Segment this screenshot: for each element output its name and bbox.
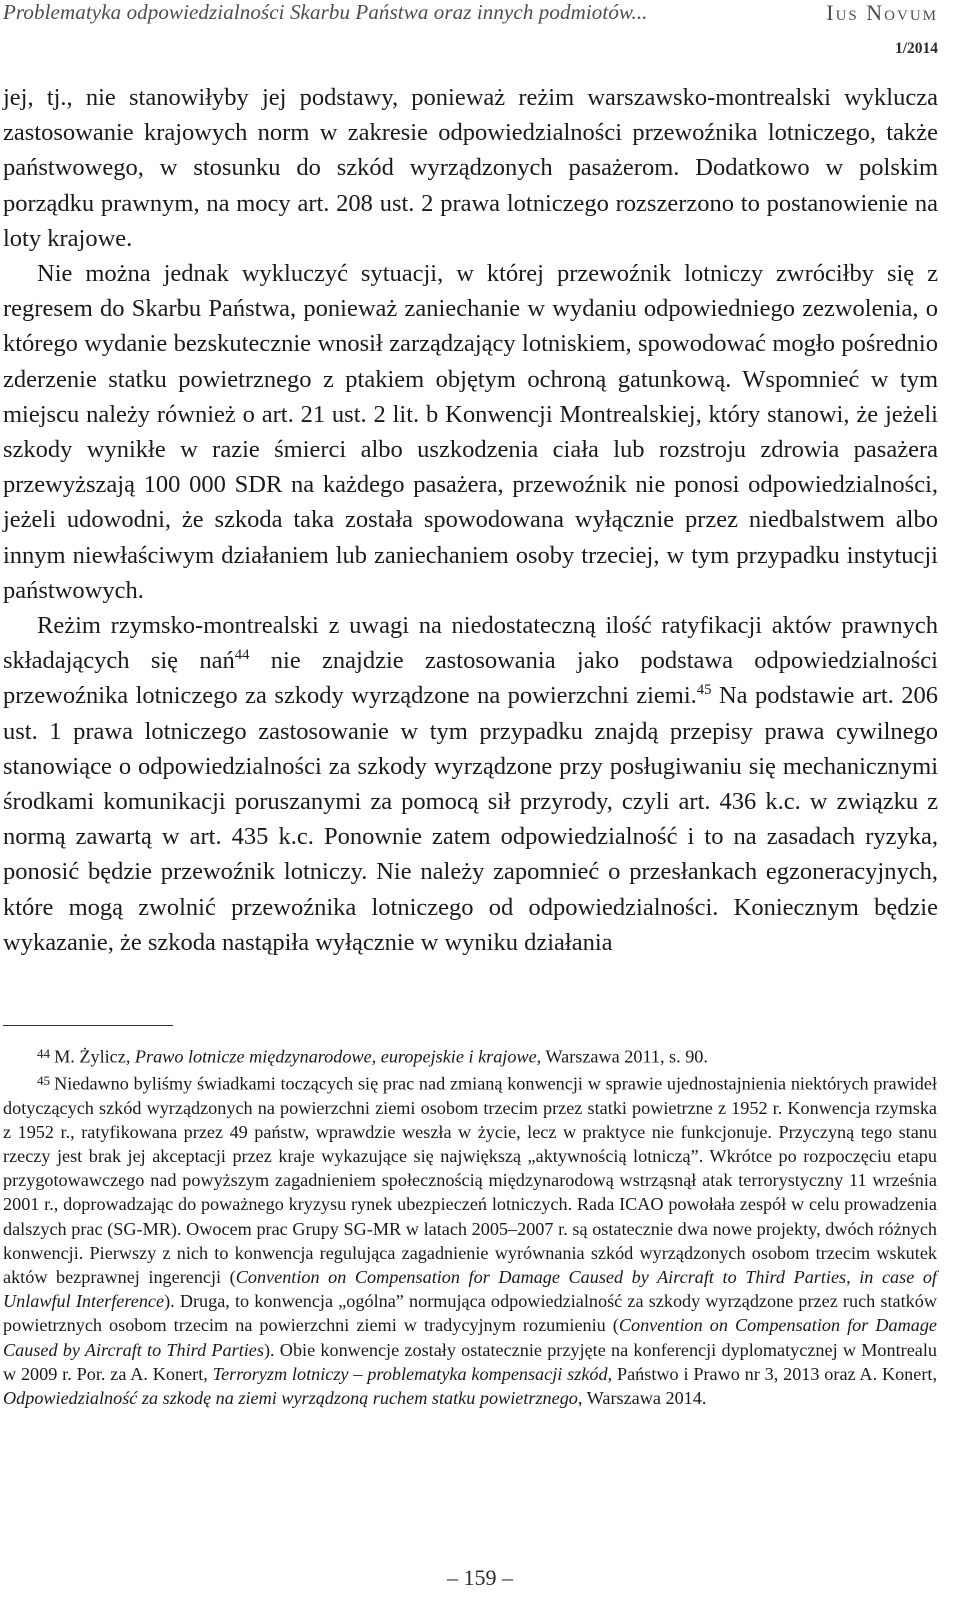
cited-title: Convention on Compensation for Damage Caused by Aircraft to Third Parties bbox=[3, 1315, 937, 1360]
footnote-text: Państwo i Prawo nr 3, 2013 oraz A. Konert, bbox=[612, 1363, 938, 1384]
paragraph-3-part-a: Reżim rzymsko-montrealski z uwagi na niedostateczną ilość ratyfikacji aktów prawnych składających się nań bbox=[3, 612, 938, 675]
paragraph-3 bbox=[3, 608, 938, 960]
footnote-ref-44[interactable]: 44 bbox=[234, 647, 250, 664]
paragraph-1: jej, tj., nie stanowiłyby jej podstawy, ponieważ reżim warszawsko-montrealski wyklucza zastosowanie krajowych norm w zakresie odpowiedzialności przewoźnika lotniczego, także państwowego, w stosunku do szkód wyrządzonych pasażerom. Dodatkowo w polskim porządku prawnym, na mocy art. 208 ust. 2 prawa lotniczego rozszerzono to postanowienie na loty krajowe. bbox=[3, 84, 938, 252]
cited-title: Odpowiedzialność za szkodę na ziemi wyrządzoną ruchem statku powietrznego bbox=[3, 1388, 578, 1408]
footnote-text: ). Druga, to konwencja „ogólna” normująca odpowiedzialność za szkody wyrządzone przez ruch statków powietrznych osobom trzecim na powierzchni ziemi w tradycyjnym rozumieniu ( bbox=[3, 1291, 937, 1336]
footnote-number: 44 bbox=[37, 1046, 51, 1061]
journal-name: Ius Novum bbox=[826, 0, 938, 25]
footnote-45 bbox=[3, 1069, 937, 1410]
paragraph-2: Nie można jednak wykluczyć sytuacji, w której przewoźnik lotniczy zwróciłby się z regresem do Skarbu Państwa, ponieważ zaniechanie w wydaniu odpowiedniego zezwolenia, o którego wydanie bezskutecznie wnosił zarządzający lotniskiem, spowodować mogło pośrednio zderzenie statku powietrznego z ptakiem objętym ochroną gatunkową. Wspomnieć w tym miejscu należy również o art. 21 ust. 2 lit. b Konwencji Montrealskiej, który stanowi, że jeżeli szkody wynikłe w razie śmierci albo uszkodzenia ciała lub rozstroju zdrowia pasażera przewyższają 100 000 SDR na każdego pasażera, przewoźnik nie ponosi odpowiedzialności, jeżeli udowodni, że szkoda taka została spowodowana wyłącznie przez niedbalstwem albo innym niewłaściwym działaniem lub zaniechaniem osoby trzeciej, w tym przypadku instytucji państwowych. bbox=[3, 260, 938, 604]
issue-number: 1/2014 bbox=[894, 40, 938, 57]
page-number: – 159 – bbox=[447, 1565, 513, 1590]
running-title: Problematyka odpowiedzialności Skarbu Państwa oraz innych podmiotów... bbox=[3, 0, 648, 24]
footnote-separator bbox=[3, 1025, 173, 1026]
footnote-44 bbox=[3, 1042, 937, 1069]
footnote-text: M. Żylicz, bbox=[54, 1046, 135, 1067]
cited-title: Prawo lotnicze międzynarodowe, europejskie i krajowe bbox=[134, 1046, 537, 1067]
footnote-text: , Warszawa 2011, s. 90. bbox=[536, 1046, 708, 1067]
page-header bbox=[3, 0, 938, 30]
footnote-text: , Warszawa 2014. bbox=[577, 1388, 707, 1408]
cited-title: Terroryzm lotniczy – problematyka kompensacji szkód, bbox=[212, 1363, 613, 1384]
footnotes bbox=[3, 1042, 937, 1410]
footnote-ref-45[interactable]: 45 bbox=[696, 682, 712, 699]
footnote-text: ). Obie konwencje zostały ostatecznie przyjęte na konferencji dyplomatycznej w Montrealu w 2009 r. Por. za A. Konert, bbox=[3, 1339, 938, 1384]
footnote-text: Niedawno byliśmy świadkami toczących się prac nad zmianą konwencji w sprawie ujednostajnienia niektórych prawideł dotyczących szkód wyrządzonych na powierzchni ziemi osobom trzecim przez statki powietrzne z 1952 r. Konwencja rzymska z 1952 r., ratyfikowana przez 49 państw, wprawdzie weszła w życie, lecz w praktyce nie funkcjonuje. Przyczyną tego stanu rzeczy jest brak jej akceptacji przez kraje wykazujące się największą „aktywnością lotniczą”. Wkrótce po rozpoczęciu etapu przygotowawczego nad powyższym zagadnieniem społecznością międzynarodową wstrząsnął atak terrorystyczny 11 września 2001 r., doprowadzając do poważnego kryzysu rynek ubezpieczeń lotniczych. Rada ICAO powołała zespół w celu prowadzenia dalszych prac (SG-MR). Owocem prac Grupy SG-MR w latach 2005–2007 r. są ostatecznie dwa nowe projekty, dwóch różnych konwencji. Pierwszy z nich to konwencja regulująca zagadnienie wyrównania szkód wyrządzonych osobom trzecim wskutek aktów bezprawnej ingerencji ( bbox=[3, 1073, 937, 1287]
footnote-number: 45 bbox=[37, 1072, 51, 1088]
paragraph-3-part-b: nie znajdzie zastosowania jako podstawa odpowiedzialności przewoźnika lotniczego za szkody wyrządzone na powierzchni ziemi. bbox=[3, 647, 938, 710]
cited-title: Convention on Compensation for Damage Caused by Aircraft to Third Parties, in case of Unlawful Interference bbox=[3, 1266, 937, 1312]
paragraph-3-part-c: Na podstawie art. 206 ust. 1 prawa lotniczego zastosowanie w tym przypadku znajdą przepisy prawa cywilnego stanowiące o odpowiedzialności za szkody wyrządzone przy posługiwaniu się mechanicznymi środkami komunikacji poruszanymi za pomocą sił przyrody, czyli art. 436 k.c. w związku z normą zawartą w art. 435 k.c. Ponownie zatem odpowiedzialność i to na zasadach ryzyka, ponosić będzie przewoźnik lotniczy. Nie należy zapomnieć o przesłankach egzoneracyjnych, które mogą zwolnić przewoźnika lotniczego od odpowiedzialności. Koniecznym będzie wykazanie, że szkoda nastąpiła wyłącznie w wyniku działania bbox=[3, 682, 939, 956]
main-text bbox=[3, 80, 938, 960]
